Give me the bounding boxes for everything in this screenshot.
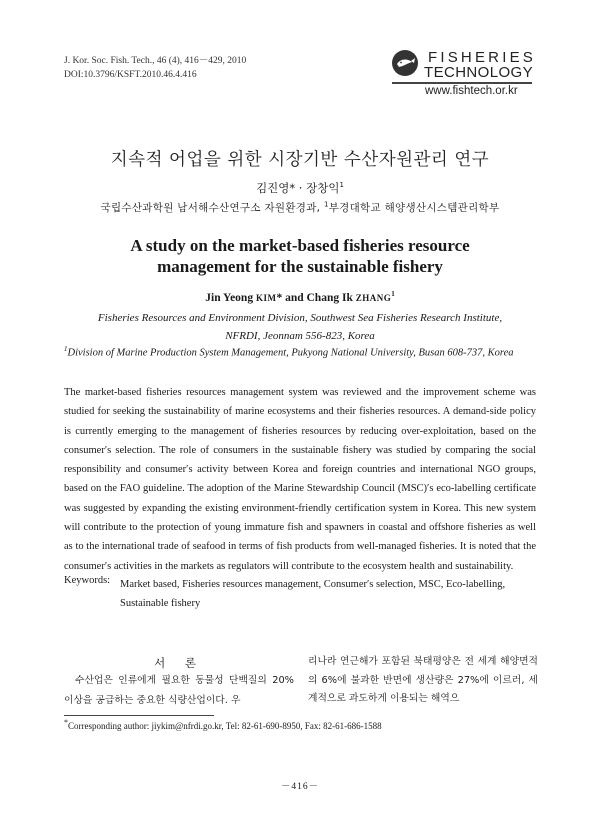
korean-affiliation-sup: 1: [323, 200, 329, 209]
author2-given: Chang Ik: [306, 291, 356, 304]
english-title-line2: management for the sustainable fishery: [157, 257, 443, 276]
footnote-text: Corresponding author: jiykim@nfrdi.go.kr, Tel: 82-61-690-8950, Fax: 82-61-686-1588: [68, 721, 382, 731]
journal-citation: J. Kor. Soc. Fish. Tech., 46 (4), 416－429, 2010: [64, 56, 247, 66]
body-right-column: 리나라 연근해가 포함된 북태평양은 전 세계 해양면적의 6%에 불과한 반면에 생산량은 27%에 이르러, 세계적으로 과도하게 이용되는 해역으: [308, 656, 538, 705]
citation-block: [64, 54, 246, 82]
keywords-text: Market based, Fisheries resources management, Consumer′s selection, MSC, Eco-labelling, Sustainable fishery: [120, 579, 506, 610]
korean-title: 지속적 어업을 위한 시장기반 수산자원관리 연구: [110, 150, 490, 170]
logo-divider: [392, 82, 532, 84]
corresponding-author-footnote: [64, 718, 382, 731]
keywords-label: Keywords:: [64, 575, 111, 586]
korean-authors: [0, 180, 600, 196]
author2-family: ZHANG: [355, 292, 392, 303]
author1-given: Jin Yeong: [205, 291, 256, 304]
logo-technology-text: TECHNOLOGY: [424, 64, 534, 81]
english-title: [0, 235, 600, 277]
author2-sup: 1: [391, 290, 395, 298]
english-authors: [0, 290, 600, 304]
english-affiliation-2: [64, 345, 536, 359]
korean-author-names: 김진영* · 장창익: [256, 181, 340, 195]
korean-affiliation-a: 국립수산과학원 남서해수산연구소 자원환경과,: [100, 202, 324, 214]
korean-affiliation: [0, 200, 600, 215]
abstract: The market-based fisheries resources management system was reviewed and the improvement scheme was studied for seeking the sustainability of marine ecosystems and their fisheries resources. A demand-side policy is currently emerging to the management of fisheries resources by reducing over-exploitation, based on the consumer′s selection. The role of consumers in the sustainable fishery was studied by comparing the social responsibility and consumer′s activity between Korea and foreign countries and international NGO groups, based on the FAO guideline. The adoption of the Marine Stewardship Council (MSC)′s eco-labelling certificate was suggested by expanding the existing environment-friendly certification system in Korea. This new system will contribute to the protection of young immature fish and spawners in coastal and offshore fisheries as well as to the international trade of seafood in terms of fish products from well-managed fisheries. It is noted that the consumer′s activities in the markets as regulators will contribute to the ecosystem health and sustainability.: [64, 387, 536, 572]
affiliation1-line1: Fisheries Resources and Environment Division, Southwest Sea Fisheries Research Institute,: [97, 312, 503, 324]
logo-fisheries-text: FISHERIES: [428, 49, 536, 66]
author1-family: KIM: [255, 292, 277, 303]
footnote-mark: *: [64, 718, 68, 727]
doi-line: DOI:10.3796/KSFT.2010.46.4.416: [64, 70, 197, 80]
page-number: －416－: [280, 782, 320, 792]
affiliation1-line2: NFRDI, Jeonnam 556-823, Korea: [225, 330, 375, 342]
journal-url[interactable]: www.fishtech.or.kr: [425, 85, 518, 97]
english-title-line1: A study on the market-based fisheries resource: [130, 236, 470, 255]
affiliation2-text: Division of Marine Production System Management, Pukyong National University, Busan 608-737, Korea: [67, 347, 514, 359]
section-heading: 서 론: [154, 656, 204, 670]
english-affiliation-1: [0, 309, 600, 345]
korean-affiliation-b: 부경대학교 해양생산시스템관리학부: [328, 202, 500, 214]
affiliation2-sup: 1: [64, 345, 68, 353]
body-left-column: 수산업은 인류에게 필요한 동물성 단백질의 20% 이상을 공급하는 중요한 식량산업이다. 우: [64, 675, 294, 706]
fish-logo-icon: [392, 50, 418, 76]
author1-mark: *: [276, 291, 283, 304]
korean-author-sup: 1: [339, 181, 344, 190]
author-and: and: [282, 291, 307, 304]
footnote-divider: [64, 715, 214, 716]
